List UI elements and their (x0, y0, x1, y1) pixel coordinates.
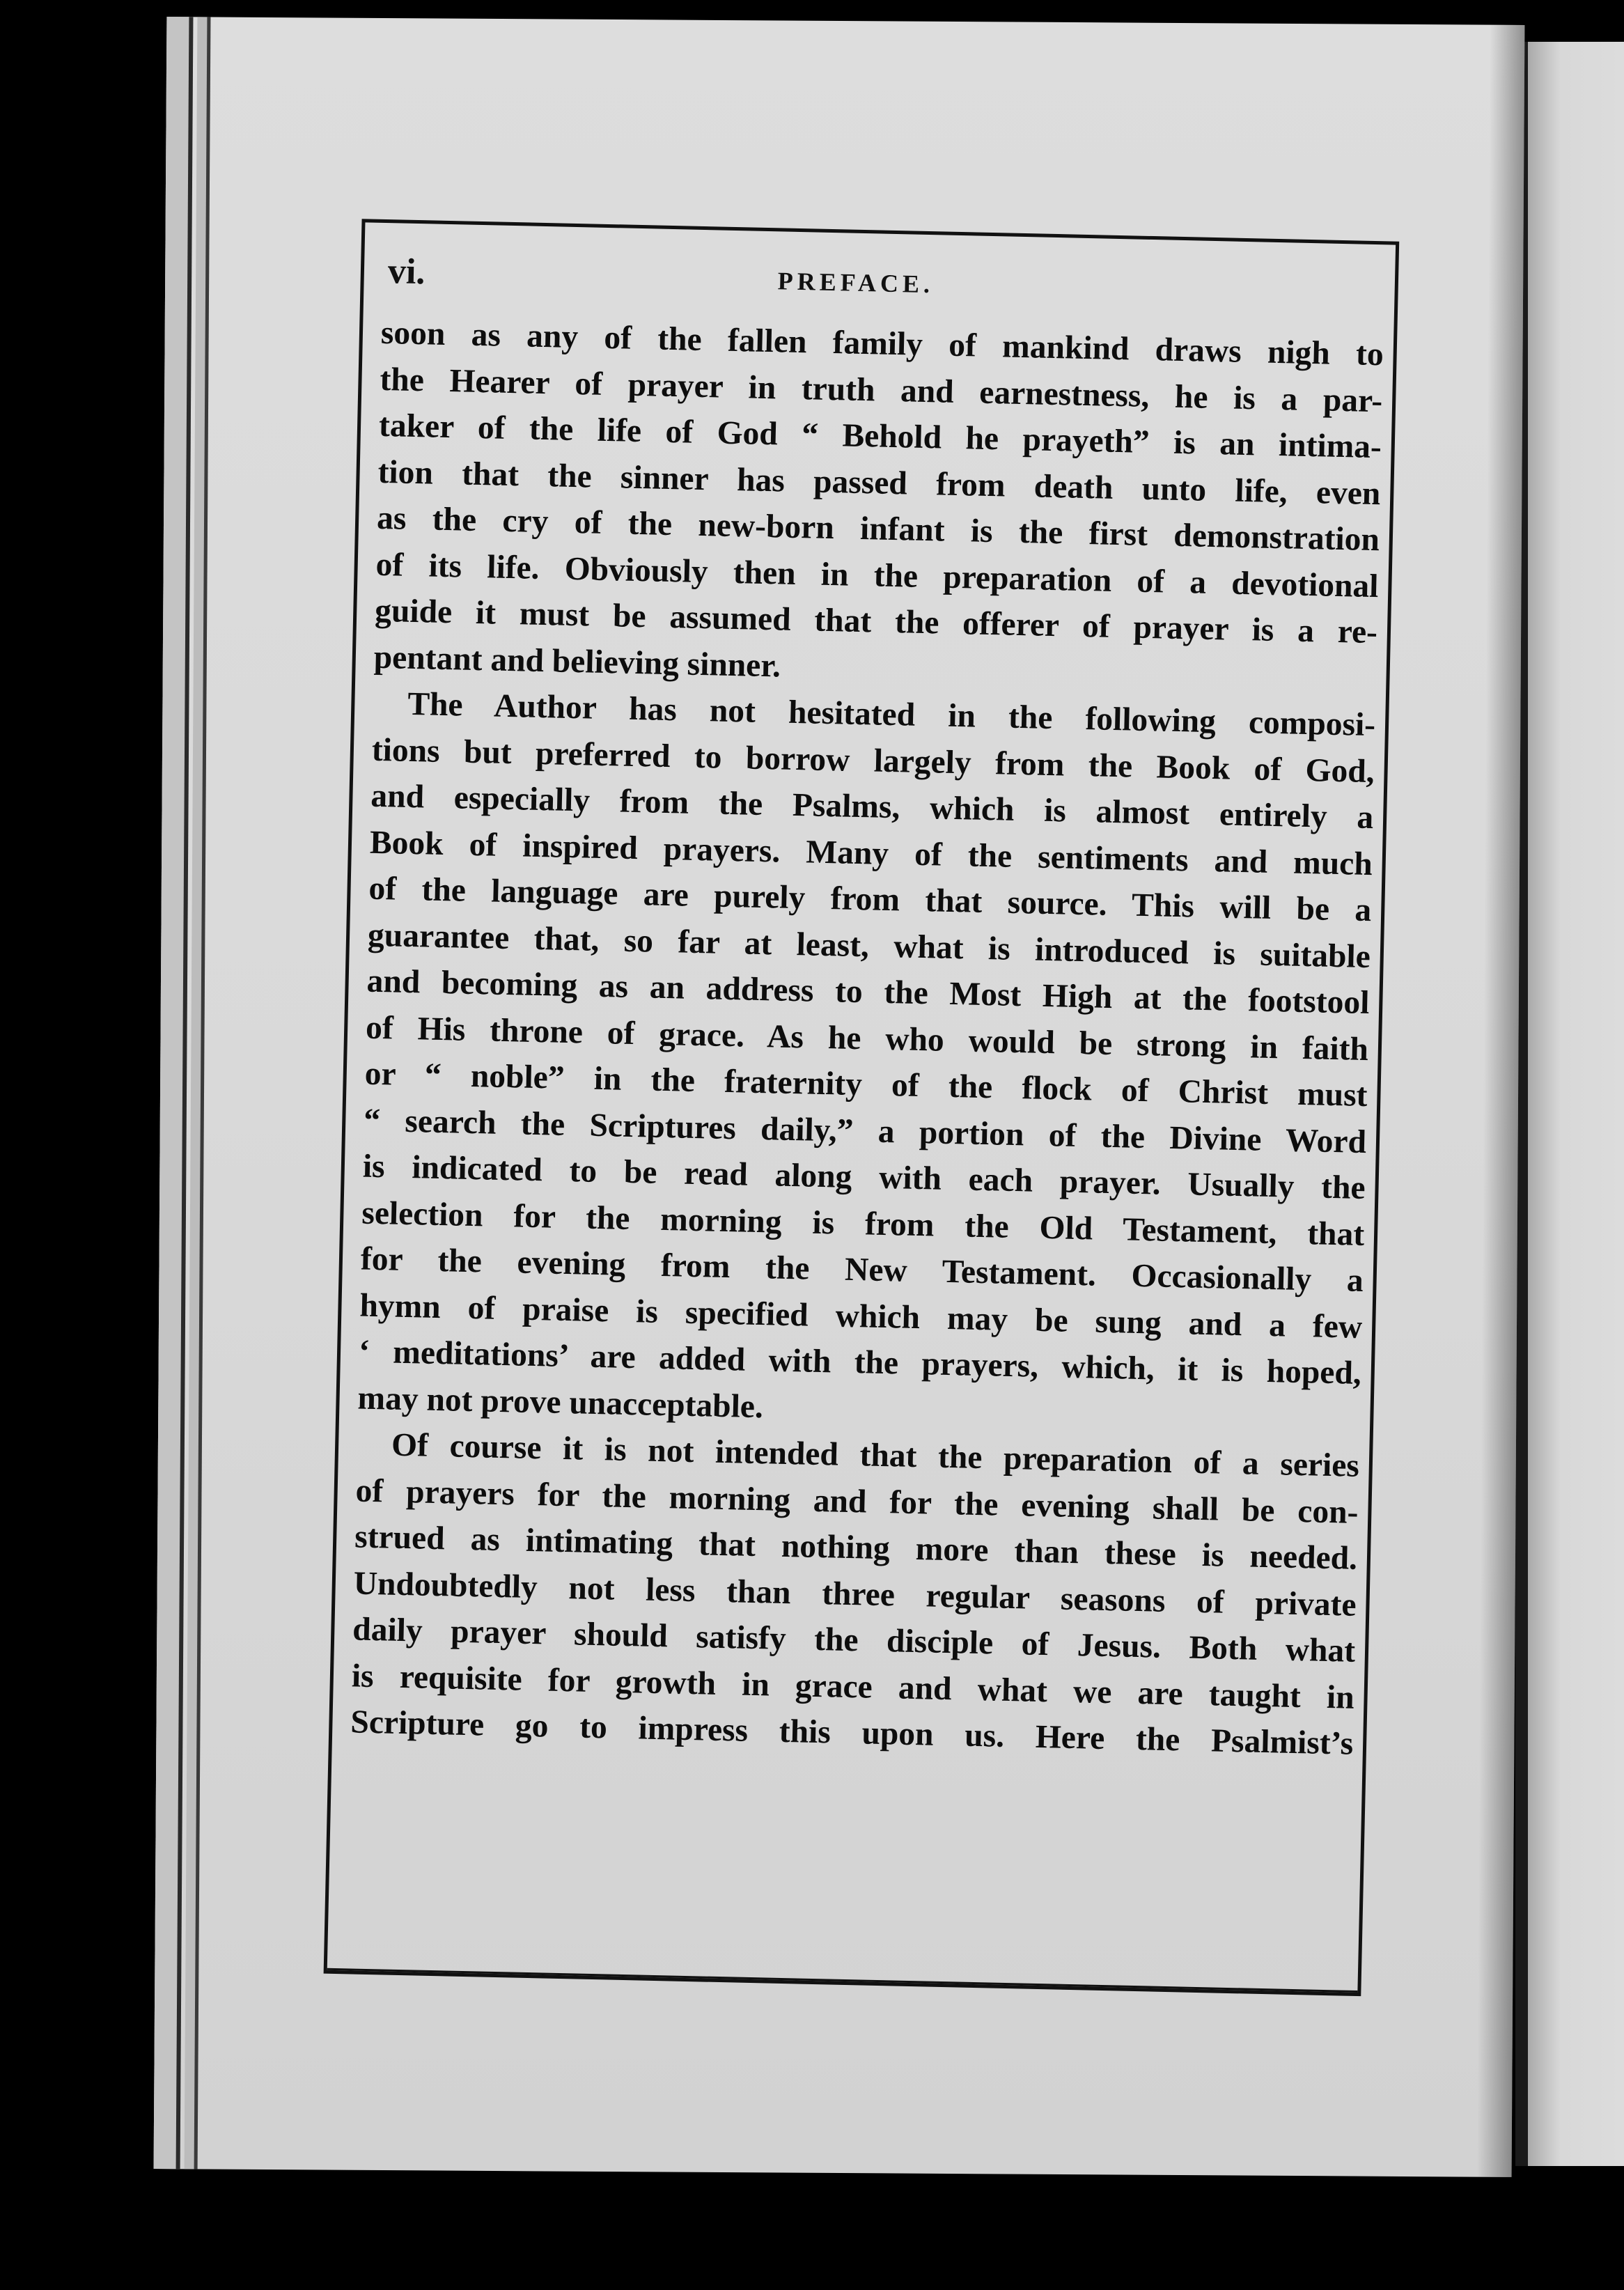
text-line: or “ noble” in the fraternity of the flock of Christ must (364, 1055, 1368, 1114)
text-line: and becoming as an address to the Most High at the footstool (366, 963, 1370, 1022)
text-line: Scripture go to impress this upon us. Here the Psalmist’s (350, 1704, 1354, 1762)
text-line: pentant and believing sinner. (373, 639, 781, 685)
text-line: of prayers for the morning and for the evening shall be con- (355, 1472, 1359, 1531)
text-line: Book of inspired prayers. Many of the sentiments and much (369, 824, 1373, 882)
text-line: ‘ meditations’ are added with the prayers, which, it is hoped, (358, 1333, 1362, 1392)
text-line: is indicated to be read along with each prayer. Usually the (362, 1148, 1366, 1207)
text-line: guide it must be assumed that the offerer of prayer is a re- (374, 592, 1378, 651)
text-line: is requisite for growth in grace and what we are taught in (351, 1657, 1355, 1716)
text-line: selection for the morning is from the Old Testament, that (361, 1194, 1365, 1253)
text-line: hymn of praise is specified which may be sung and a few (359, 1287, 1363, 1346)
text-line: for the evening from the New Testament. Occasionally a (360, 1240, 1364, 1299)
running-title: PREFACE. (777, 267, 935, 299)
text-line: daily prayer should satisfy the disciple of Jesus. Both what (352, 1611, 1356, 1669)
paragraph-start-line: Of course it is not intended that the preparation of a series (391, 1426, 1360, 1484)
facing-page (1518, 42, 1624, 2166)
page-number: vi. (387, 251, 425, 293)
text-frame (324, 219, 1400, 1996)
text-line: guarantee that, so far at least, what is introduced is suitable (367, 917, 1371, 975)
text-line: strued as intimating that nothing more than these is needed. (354, 1518, 1358, 1577)
paragraph-start-line: The Author has not hesitated in the following composi- (407, 685, 1376, 744)
text-line: the Hearer of prayer in truth and earnestness, he is a par- (379, 361, 1383, 419)
text-line: of its life. Obviously then in the preparation of a devotional (375, 546, 1379, 605)
text-line: “ search the Scriptures daily,” a portion of the Divine Word (363, 1102, 1367, 1160)
body-text (345, 310, 1384, 1982)
book-page (154, 17, 1525, 2177)
text-line: taker of the life of God “ Behold he prayeth” is an intima- (378, 407, 1382, 466)
text-line: of His throne of grace. As he who would be strong in faith (365, 1009, 1369, 1068)
text-line: as the cry of the new-born infant is the first demonstration (376, 499, 1380, 559)
text-line: tion that the sinner has passed from death unto life, even (377, 453, 1381, 512)
text-line: and especially from the Psalms, which is almost entirely a (370, 777, 1374, 836)
text-line: of the language are purely from that source. This will be a (368, 870, 1372, 929)
text-line: Undoubtedly not less than three regular seasons of private (353, 1564, 1357, 1623)
text-line: tions but preferred to borrow largely from the Book of God, (371, 731, 1375, 790)
text-line: soon as any of the fallen family of mankind draws nigh to (380, 314, 1384, 373)
text-line: may not prove unacceptable. (357, 1380, 764, 1425)
